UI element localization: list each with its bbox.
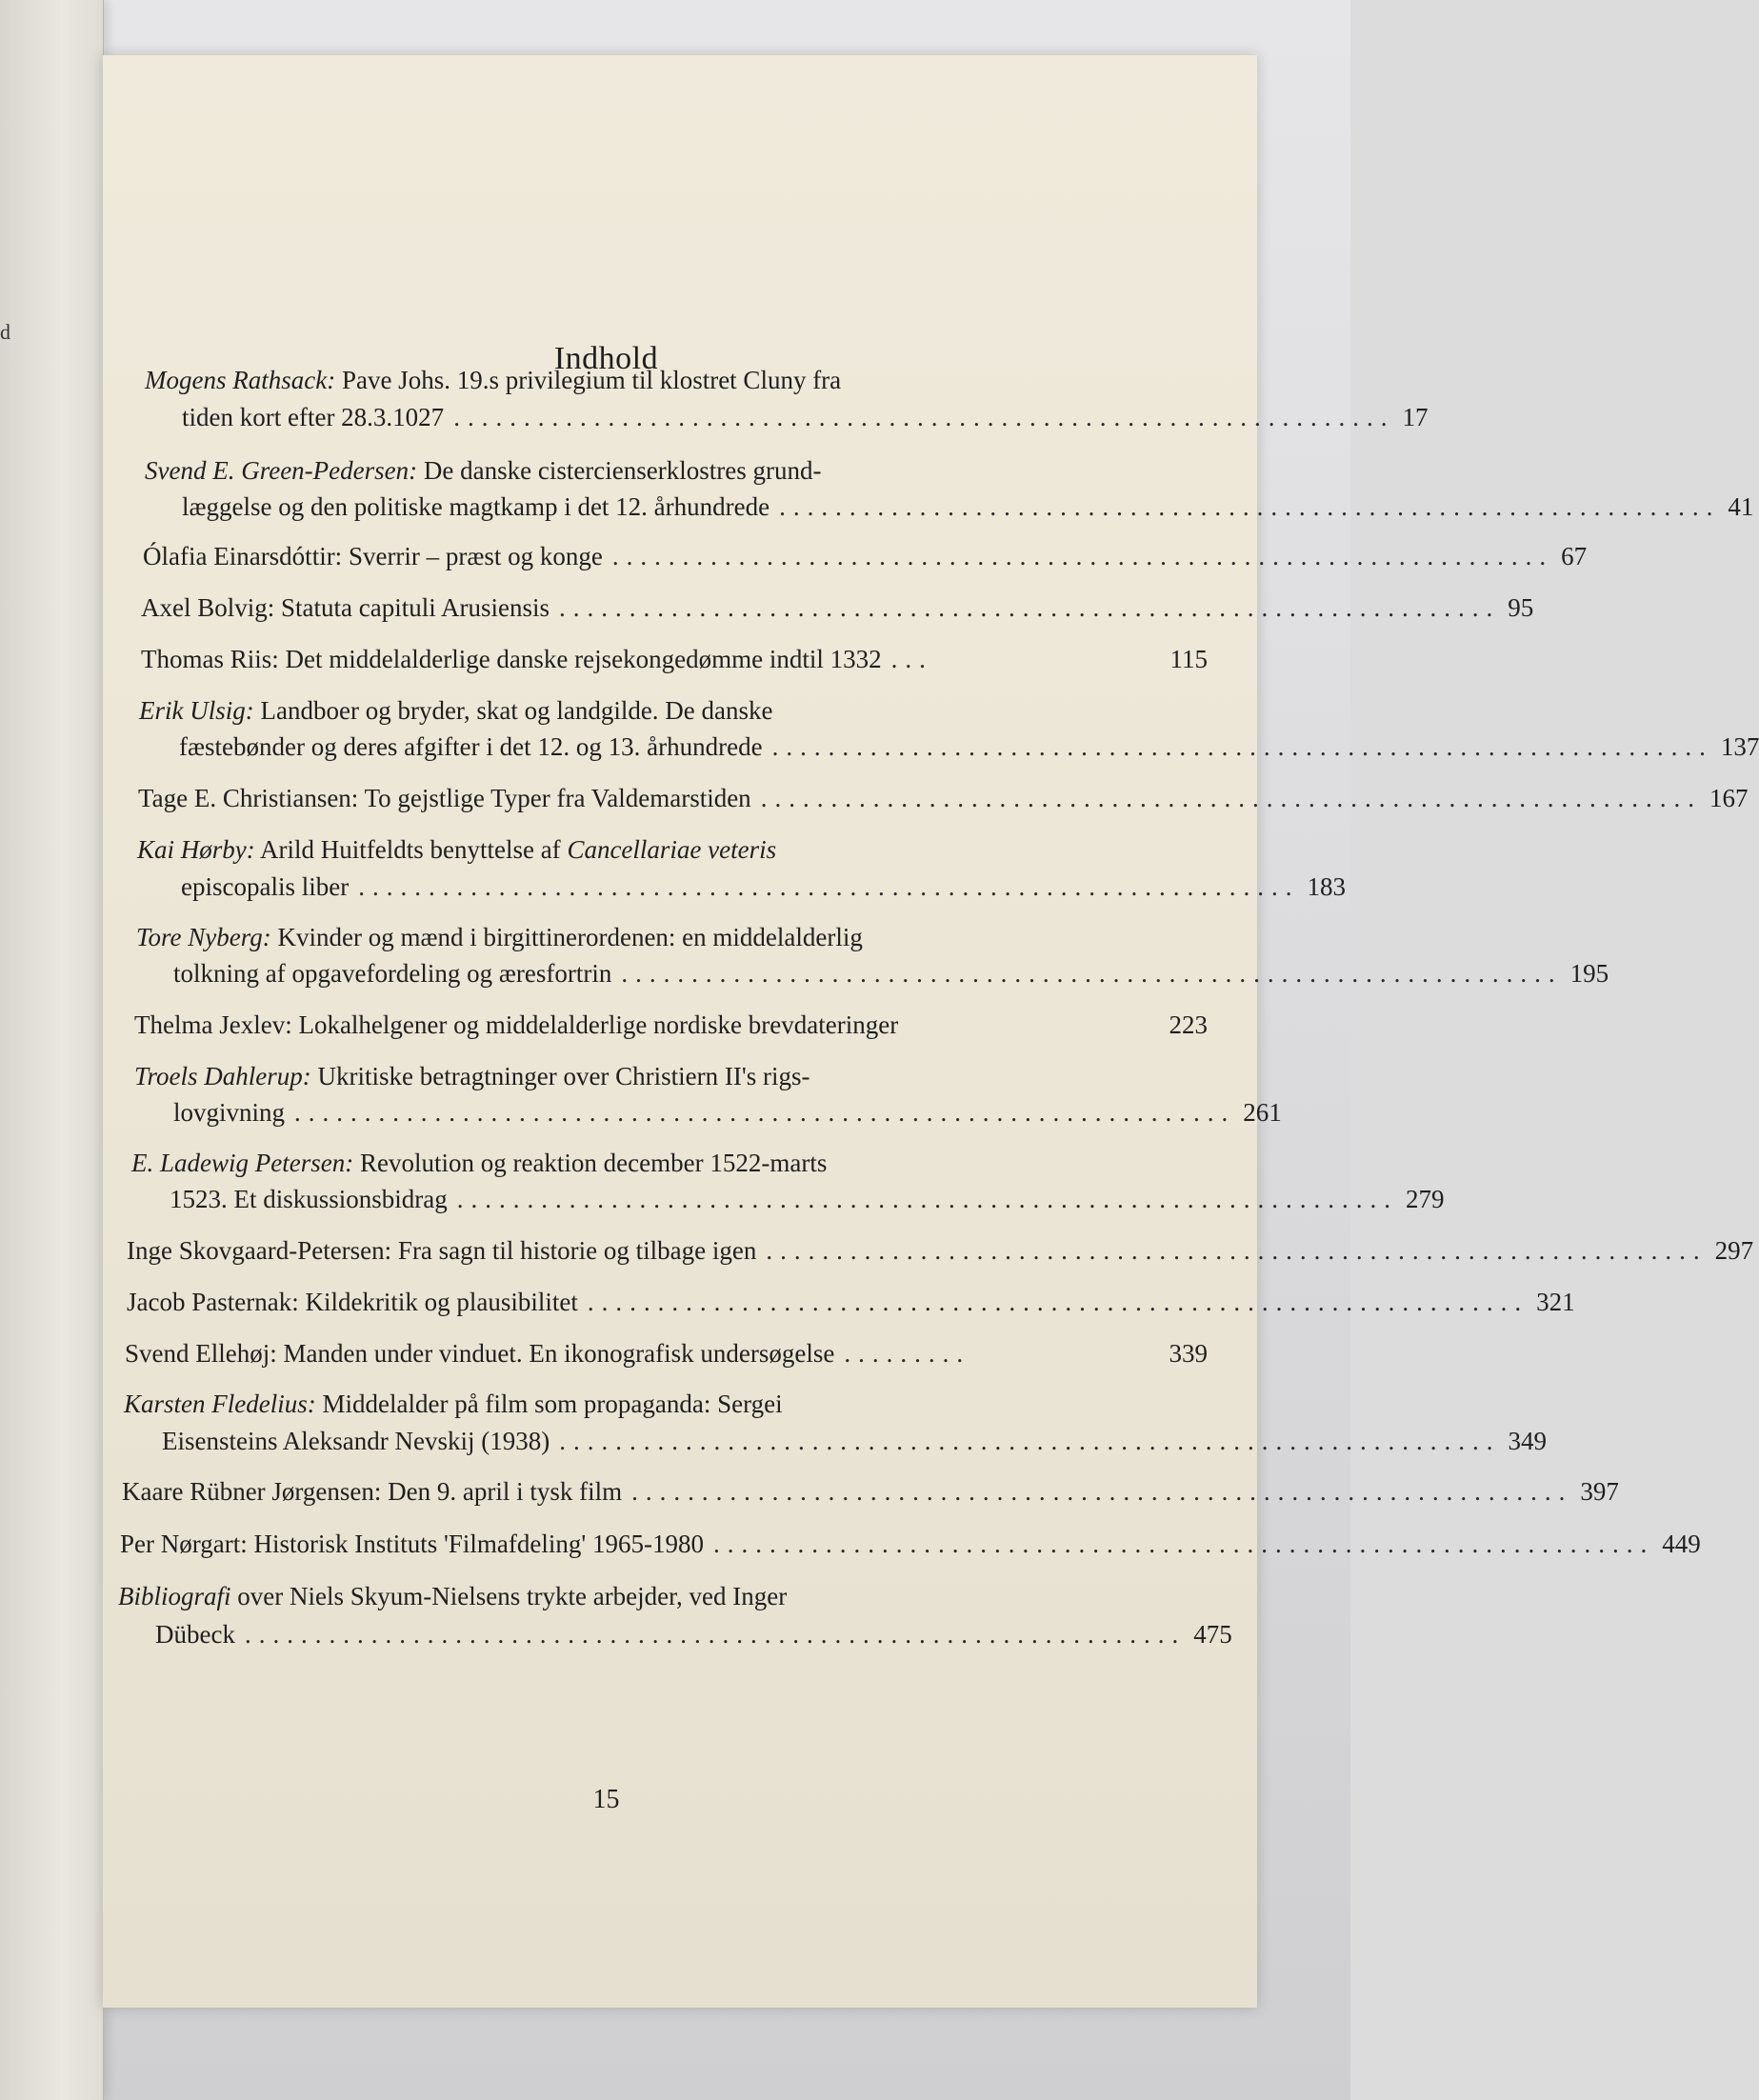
- page-number: 15: [592, 1785, 620, 1814]
- toc-entry-line: [127, 1285, 1575, 1319]
- toc-title: Statuta capituli Arusiensis: [274, 593, 550, 622]
- toc-title: Revolution og reaktion december 1522-marts: [353, 1149, 828, 1177]
- toc-title: Lokalhelgener og middelalderlige nordiske brevdateringer: [291, 1010, 899, 1039]
- toc-title-continued: læggelse og den politiske magtkamp i det 12. århundrede: [182, 492, 770, 521]
- toc-title: Kildekritik og plausibilitet: [298, 1288, 578, 1316]
- toc-author: E. Ladewig Petersen:: [131, 1149, 354, 1177]
- toc-entry-line: [136, 920, 863, 954]
- leader-dots: ...................................................................: [631, 1477, 1573, 1506]
- toc-page-number: 137: [1720, 732, 1759, 761]
- leader-dots: ...................................................................: [244, 1620, 1187, 1649]
- toc-title-continued: lovgivning: [173, 1098, 286, 1127]
- book-page: [103, 55, 1759, 2008]
- leader-dots: ...................................................................: [358, 872, 1300, 901]
- toc-author: Thomas Riis:: [141, 645, 279, 673]
- toc-entry-line: [170, 1182, 1445, 1216]
- toc-page-number: 339: [1169, 1339, 1208, 1368]
- toc-author: Bibliografi: [118, 1582, 231, 1610]
- toc-entry-line: [124, 1387, 783, 1421]
- toc-entry-line: [179, 730, 1759, 764]
- toc-author: Tore Nyberg:: [136, 923, 271, 951]
- toc-title-continued: episcopalis liber: [181, 872, 350, 901]
- leader-dots: ...: [890, 645, 933, 673]
- toc-entry-line: [141, 590, 1534, 625]
- toc-author: Troels Dahlerup:: [134, 1062, 311, 1090]
- toc-page-number: 183: [1307, 872, 1346, 901]
- toc-title: Fra sagn til historie og tilbage igen: [391, 1236, 757, 1265]
- toc-title-continued: fæstebønder og deres afgifter i det 12. og 13. århundrede: [179, 732, 763, 761]
- toc-title: over Niels Skyum-Nielsens trykte arbejder, ved Inger: [230, 1582, 788, 1610]
- toc-entry-line: [125, 1336, 1208, 1370]
- leader-dots: ...................................................................: [558, 593, 1501, 622]
- toc-title-continued: Dübeck: [155, 1620, 235, 1649]
- leader-dots: ...................................................................: [766, 1236, 1708, 1265]
- toc-entry-line: [145, 453, 821, 488]
- toc-title: Pave Johs. 19.s privilegium til klostret Cluny fra: [335, 366, 842, 394]
- toc-page-number: 475: [1193, 1620, 1232, 1649]
- toc-entry-line: [120, 1527, 1701, 1561]
- toc-title: Manden under vinduet. En ikonografisk undersøgelse: [276, 1339, 835, 1368]
- toc-entry-line: [118, 1579, 787, 1613]
- toc-title: De danske cistercienserklostres grund-: [417, 456, 822, 485]
- toc-author: Jacob Pasternak:: [127, 1288, 299, 1316]
- toc-entry-line: [127, 1233, 1754, 1268]
- toc-entry-line: [182, 400, 1429, 434]
- leader-dots: ...................................................................: [712, 1530, 1655, 1558]
- toc-entry-line: [143, 539, 1588, 573]
- toc-entry-line: [145, 363, 841, 397]
- toc-entry-line: [137, 832, 776, 867]
- toc-entry-line: [139, 693, 773, 728]
- toc-author: Per Nørgart:: [120, 1530, 248, 1558]
- toc-entry-line: [134, 1059, 810, 1093]
- toc-entry-line: [173, 1095, 1282, 1130]
- toc-author: Svend Ellehøj:: [125, 1339, 277, 1368]
- leader-dots: ...................................................................: [453, 403, 1395, 431]
- toc-title: Sverrir – præst og konge: [342, 542, 603, 570]
- leader-dots: ...................................................................: [760, 784, 1702, 812]
- toc-author: Mogens Rathsack:: [145, 366, 336, 394]
- toc-entry-line: [181, 870, 1346, 904]
- toc-entry-line: [134, 1008, 1208, 1042]
- toc-title: Det middelalderlige danske rejsekongedømme indtil 1332: [278, 645, 882, 673]
- toc-title-continued: tiden kort efter 28.3.1027: [182, 403, 445, 431]
- leader-dots: ...................................................................: [779, 492, 1721, 521]
- toc-author: Inge Skovgaard-Petersen:: [127, 1236, 392, 1265]
- toc-author: Erik Ulsig:: [139, 696, 254, 725]
- toc-author: Ólafia Einarsdóttir:: [143, 542, 343, 570]
- toc-page-number: 95: [1508, 593, 1534, 622]
- toc-author: Svend E. Green-Pedersen:: [145, 456, 418, 485]
- toc-page-number: 349: [1508, 1427, 1547, 1455]
- toc-page-number: 449: [1662, 1530, 1701, 1558]
- leader-dots: ...................................................................: [294, 1098, 1236, 1127]
- toc-title-italic: Cancellariae veteris: [567, 835, 777, 864]
- toc-author: Kaare Rübner Jørgensen:: [122, 1477, 382, 1506]
- toc-title: Kvinder og mænd i birgittinerordenen: en middelalderlig: [270, 923, 863, 951]
- toc-page-number: 297: [1714, 1236, 1754, 1265]
- toc-title: Arild Huitfeldts benyttelse af: [254, 835, 568, 864]
- toc-page-number: 115: [1169, 645, 1208, 673]
- toc-entry-line: [155, 1617, 1232, 1651]
- toc-author: Karsten Fledelius:: [124, 1390, 316, 1418]
- toc-title-continued: tolkning af opgavefordeling og æresfortrin: [173, 959, 612, 988]
- toc-author: Thelma Jexlev:: [134, 1010, 292, 1039]
- toc-author: Kai Hørby:: [137, 835, 255, 864]
- toc-title: Den 9. april i tysk film: [381, 1477, 623, 1506]
- toc-page-number: 41: [1728, 492, 1754, 521]
- leader-dots: ...................................................................: [456, 1185, 1399, 1213]
- toc-title: Historisk Instituts 'Filmafdeling' 1965-1980: [247, 1530, 704, 1558]
- toc-page-number: 167: [1709, 784, 1749, 812]
- toc-page-number: 397: [1580, 1477, 1619, 1506]
- toc-title: Landboer og bryder, skat og landgilde. De danske: [253, 696, 773, 725]
- leader-dots: ...................................................................: [587, 1288, 1529, 1316]
- toc-entry-line: [141, 642, 1208, 676]
- facing-page-text: d: [0, 320, 10, 344]
- toc-page-number: 223: [1169, 1010, 1208, 1039]
- toc-page-number: 17: [1402, 403, 1429, 431]
- toc-author: Tage E. Christiansen:: [138, 784, 359, 812]
- toc-page-number: 67: [1561, 542, 1588, 570]
- toc-title: To gejstlige Typer fra Valdemarstiden: [358, 784, 751, 812]
- leader-dots: .........: [844, 1339, 971, 1368]
- leader-dots: ...................................................................: [621, 959, 1563, 988]
- toc-entry-line: [162, 1424, 1547, 1458]
- page-title: Indhold: [553, 341, 659, 376]
- toc-page-number: 321: [1536, 1288, 1575, 1316]
- toc-title: Ukritiske betragtninger over Christiern II's rigs-: [310, 1062, 810, 1090]
- toc-page-number: 279: [1406, 1185, 1445, 1213]
- toc-entry-line: [131, 1146, 827, 1180]
- facing-page-edge: [0, 0, 104, 2100]
- toc-entry-line: [173, 956, 1609, 990]
- leader-dots: ...................................................................: [771, 732, 1713, 761]
- toc-entry-line: [182, 490, 1754, 524]
- leader-dots: ...................................................................: [611, 542, 1554, 570]
- toc-entry-line: [122, 1474, 1619, 1509]
- leader-dots: ...................................................................: [559, 1427, 1501, 1455]
- toc-title-continued: Eisensteins Aleksandr Nevskij (1938): [162, 1427, 550, 1455]
- toc-title-continued: 1523. Et diskussionsbidrag: [170, 1185, 448, 1213]
- toc-entry-line: [138, 781, 1749, 815]
- table-of-contents: [103, 55, 1759, 2008]
- toc-page-number: 261: [1243, 1098, 1282, 1127]
- toc-title: Middelalder på film som propaganda: Sergei: [315, 1390, 783, 1418]
- toc-author: Axel Bolvig:: [141, 593, 275, 622]
- toc-page-number: 195: [1569, 959, 1609, 988]
